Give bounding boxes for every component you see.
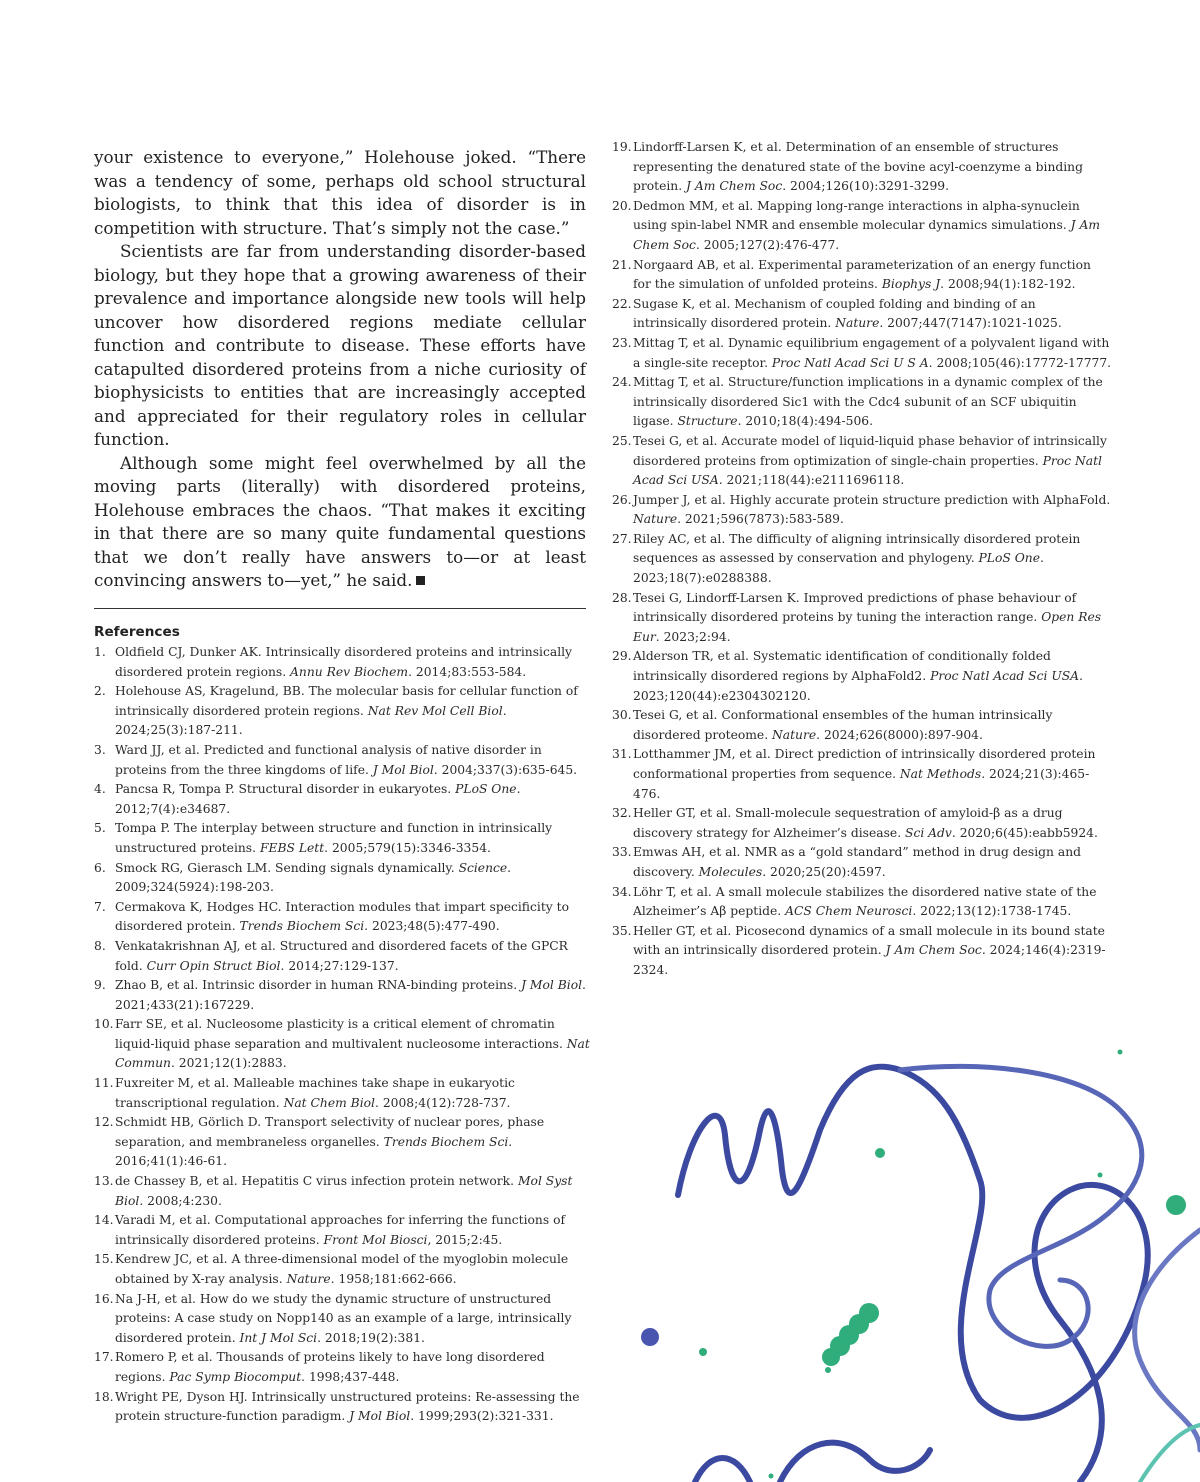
reference-journal: Trends Biochem Sci — [239, 919, 365, 934]
reference-journal: FEBS Lett — [259, 840, 325, 855]
references-list-right — [612, 138, 1112, 981]
body-paragraph-final — [94, 452, 586, 593]
reference-volume: . 2021;118(44):e2111696118. — [718, 473, 905, 488]
reference-number: 12. — [94, 1115, 114, 1130]
reference-citation: Oldfield CJ, Dunker AK. Intrinsically disordered proteins and intrinsically disordered protein regions. — [115, 645, 573, 679]
reference-volume: . 1998;437-448. — [301, 1369, 400, 1384]
reference-journal: Proc Natl Acad Sci U S A — [771, 355, 929, 370]
reference-item — [94, 1250, 592, 1289]
references-heading: References — [94, 624, 180, 640]
reference-citation: Norgaard AB, et al. Experimental parameterization of an energy function for the simulation of unfolded proteins. — [633, 257, 1091, 292]
reference-journal: Nat Commun — [115, 1036, 590, 1071]
reference-citation: Smock RG, Gierasch LM. Sending signals dynamically. — [115, 860, 459, 875]
reference-number: 33. — [612, 845, 632, 860]
reference-journal: J Am Chem Soc — [885, 943, 982, 958]
article-body — [94, 146, 586, 593]
reference-item — [612, 804, 1112, 843]
reference-item — [612, 334, 1112, 373]
reference-item — [612, 491, 1112, 530]
reference-item — [94, 780, 592, 819]
reference-item — [94, 1211, 592, 1250]
reference-volume: . 2005;579(15):3346-3354. — [324, 840, 491, 855]
reference-number: 15. — [94, 1252, 114, 1267]
reference-number: 19. — [612, 140, 632, 154]
reference-item — [612, 647, 1112, 706]
reference-journal: PLoS One — [978, 551, 1040, 566]
protein-strand-secondary — [900, 1066, 1142, 1346]
reference-citation: Lindorff-Larsen K, et al. Determination of an ensemble of structures representing the denatured state of the bovine acyl-coenzyme a binding protein. — [633, 140, 1083, 194]
reference-journal: Nature — [835, 316, 880, 331]
reference-journal: Science — [458, 860, 508, 875]
protein-strand-teal — [1140, 1425, 1200, 1482]
protein-strand-main — [678, 1067, 1148, 1482]
reference-volume: . 2008;94(1):182-192. — [940, 277, 1076, 292]
protein-strand-bottom — [695, 1443, 930, 1482]
reference-citation: Venkatakrishnan AJ, et al. Structured and disordered facets of the GPCR fold. — [115, 938, 568, 973]
reference-volume: . 2008;4:230. — [139, 1193, 222, 1208]
reference-citation: Alderson TR, et al. Systematic identification of conditionally folded intrinsically disordered regions by AlphaFold2. — [633, 649, 1051, 684]
reference-journal: Nature — [286, 1272, 331, 1286]
reference-volume: . 2009;324(5924):198-203. — [115, 860, 512, 895]
reference-journal: PLoS One — [455, 782, 517, 797]
reference-number: 3. — [94, 742, 106, 757]
reference-citation: Tesei G, et al. Conformational ensembles of the human intrinsically disordered proteome. — [633, 708, 1053, 742]
reference-item — [94, 1348, 592, 1387]
reference-citation: Holehouse AS, Kragelund, BB. The molecular basis for cellular function of intrinsically disordered protein regions. — [115, 684, 578, 718]
reference-volume: . 2024;25(3):187-211. — [115, 703, 507, 738]
reference-number: 4. — [94, 782, 106, 797]
reference-number: 16. — [94, 1291, 114, 1306]
molecule-dot — [1118, 1050, 1123, 1055]
reference-citation: Riley AC, et al. The difficulty of aligning intrinsically disordered protein sequences as assessed by conservation and phylogeny. — [633, 531, 1081, 566]
reference-journal: Proc Natl Acad Sci USA — [633, 453, 1102, 488]
reference-volume: . 1958;181:662-666. — [330, 1272, 457, 1286]
reference-journal: Nat Rev Mol Cell Biol — [367, 703, 503, 718]
reference-citation: de Chassey B, et al. Hepatitis C virus infection protein network. — [115, 1174, 518, 1189]
reference-citation: Kendrew JC, et al. A three-dimensional model of the myoglobin molecule obtained by X-ray analysis. — [115, 1252, 569, 1286]
molecule-dot — [769, 1474, 774, 1479]
reference-citation: Pancsa R, Tompa P. Structural disorder in eukaryotes. — [115, 782, 456, 797]
reference-citation: Varadi M, et al. Computational approaches for inferring the functions of intrinsically disordered proteins. — [115, 1213, 566, 1247]
reference-citation: Mittag T, et al. Dynamic equilibrium engagement of a polyvalent ligand with a single-site receptor. — [633, 335, 1110, 370]
molecule-cluster-bead — [830, 1336, 850, 1356]
reference-number: 10. — [94, 1017, 114, 1032]
reference-item — [612, 530, 1112, 589]
reference-item — [94, 898, 592, 937]
reference-item — [94, 819, 592, 858]
reference-citation: Na J-H, et al. How do we study the dynamic structure of unstructured proteins: A case study on Nopp140 as an example of a large, intrinsically disordered protein. — [115, 1291, 572, 1345]
reference-citation: Lotthammer JM, et al. Direct prediction of intrinsically disordered protein conformational properties from sequence. — [633, 747, 1096, 781]
reference-volume: . 2004;337(3):635-645. — [433, 762, 578, 777]
reference-number: 25. — [612, 433, 632, 448]
body-paragraph-text: Although some might feel overwhelmed by all the moving parts (literally) with disordered proteins, Holehouse embraces the chaos. “That makes it exciting in that there are so many quite fundamental questions that we don’t really have answers to—or at least convincing answers to—yet,” he said. — [94, 452, 586, 590]
reference-number: 22. — [612, 296, 632, 311]
molecule-dot — [875, 1148, 885, 1158]
disordered-protein-illustration — [600, 1030, 1200, 1482]
reference-journal: Structure — [677, 414, 738, 429]
reference-number: 26. — [612, 492, 632, 507]
reference-citation: Emwas AH, et al. NMR as a “gold standard” method in drug design and discovery. — [633, 845, 1081, 879]
reference-item — [612, 138, 1112, 197]
reference-number: 1. — [94, 645, 106, 659]
reference-number: 2. — [94, 684, 106, 699]
reference-item — [612, 922, 1112, 981]
reference-citation: Mittag T, et al. Structure/function implications in a dynamic complex of the intrinsically disordered Sic1 with the Cdc4 subunit of an SCF ubiquitin ligase. — [633, 375, 1103, 429]
reference-number: 24. — [612, 375, 632, 390]
reference-volume: . 2022;13(12):1738-1745. — [912, 904, 1072, 919]
reference-item — [94, 1388, 592, 1427]
body-paragraph: Scientists are far from understanding disorder-based biology, but they hope that a growing awareness of their prevalence and importance alongside new tools will help uncover how disordered regions mediate cellular function and contribute to disease. These efforts have catapulted disordered proteins from a niche curiosity of biophysicists to entities that are increasingly accepted and appreciated for their regulatory roles in cellular function. — [94, 241, 586, 449]
reference-journal: J Am Chem Soc — [633, 218, 1100, 252]
reference-journal: Pac Symp Biocomput — [169, 1369, 302, 1384]
reference-journal: Trends Biochem Sci — [383, 1134, 509, 1149]
reference-volume: . 2023;2:94. — [655, 629, 731, 644]
references-divider — [94, 608, 586, 609]
reference-citation: Zhao B, et al. Intrinsic disorder in human RNA-binding proteins. — [115, 978, 522, 993]
reference-volume: . 2012;7(4):e34687. — [115, 782, 521, 816]
reference-number: 23. — [612, 335, 632, 350]
reference-citation: Wright PE, Dyson HJ. Intrinsically unstructured proteins: Re-assessing the protein structure-function paradigm. — [115, 1389, 580, 1424]
reference-citation: Tesei G, Lindorff-Larsen K. Improved predictions of phase behaviour of intrinsically disordered proteins by tuning the interaction range. — [633, 590, 1077, 625]
reference-journal: J Mol Biol — [521, 978, 583, 993]
reference-number: 31. — [612, 747, 632, 762]
reference-item — [94, 976, 592, 1015]
reference-journal: Mol Syst Biol — [115, 1174, 573, 1208]
reference-item — [612, 256, 1112, 295]
reference-number: 13. — [94, 1174, 114, 1189]
reference-volume: . 2014;27:129-137. — [280, 958, 399, 973]
reference-volume: . 2018;19(2):381. — [317, 1330, 425, 1345]
reference-journal: Nat Chem Biol — [283, 1095, 375, 1110]
reference-journal: Biophys J — [881, 277, 941, 292]
reference-number: 29. — [612, 649, 632, 664]
reference-volume: . 2023;48(5):477-490. — [364, 919, 500, 934]
reference-journal: Curr Opin Struct Biol — [146, 958, 281, 973]
reference-item — [612, 883, 1112, 922]
reference-number: 5. — [94, 821, 106, 836]
reference-volume: . 2024;146(4):2319-2324. — [633, 943, 1106, 977]
reference-citation: Tompa P. The interplay between structure and function in intrinsically unstructured proteins. — [115, 821, 553, 855]
reference-citation: Ward JJ, et al. Predicted and functional analysis of native disorder in proteins from the three kingdoms of life. — [115, 742, 542, 777]
reference-citation: Sugase K, et al. Mechanism of coupled folding and binding of an intrinsically disordered protein. — [633, 296, 1036, 331]
reference-volume: . 2024;21(3):465-476. — [633, 767, 1090, 801]
reference-item — [612, 295, 1112, 334]
reference-number: 35. — [612, 923, 632, 938]
reference-citation: Heller GT, et al. Picosecond dynamics of a small molecule in its bound state with an intrinsically disordered protein. — [633, 923, 1105, 958]
reference-item — [612, 432, 1112, 491]
reference-item — [94, 1113, 592, 1172]
reference-number: 21. — [612, 257, 632, 272]
reference-number: 20. — [612, 198, 632, 213]
reference-volume: . 2005;127(2):476-477. — [695, 237, 840, 252]
reference-volume: . 2023;18(7):e0288388. — [633, 551, 1044, 586]
reference-item — [612, 706, 1112, 745]
molecule-dot — [699, 1348, 707, 1356]
reference-item — [612, 843, 1112, 882]
reference-number: 18. — [94, 1389, 114, 1404]
reference-volume: . 2023;120(44):e2304302120. — [633, 669, 1083, 703]
reference-citation: Dedmon MM, et al. Mapping long-range interactions in alpha-synuclein using spin-label NMR and ensemble molecular dynamics simulations. — [633, 198, 1080, 233]
molecule-cluster — [822, 1303, 879, 1366]
reference-number: 14. — [94, 1213, 114, 1228]
reference-volume: , 2015;2:45. — [427, 1232, 503, 1247]
reference-item — [612, 745, 1112, 804]
reference-number: 32. — [612, 806, 632, 821]
reference-volume: . 2024;626(8000):897-904. — [816, 727, 983, 742]
reference-journal: J Mol Biol — [372, 762, 434, 777]
reference-volume: . 2014;83:553-584. — [408, 664, 527, 679]
reference-number: 7. — [94, 899, 106, 914]
reference-volume: . 2021;433(21):167229. — [115, 978, 586, 1012]
reference-journal: J Mol Biol — [349, 1409, 411, 1424]
reference-item — [94, 859, 592, 898]
reference-journal: Nature — [633, 512, 678, 527]
reference-number: 17. — [94, 1350, 114, 1365]
reference-item — [612, 197, 1112, 256]
reference-citation: Farr SE, et al. Nucleosome plasticity is a critical element of chromatin liquid-liquid phase separation and multivalent nucleosome interactions. — [115, 1017, 567, 1051]
reference-item — [94, 937, 592, 976]
reference-item — [94, 682, 592, 741]
reference-volume: . 2020;6(45):eabb5924. — [951, 825, 1098, 840]
reference-item — [94, 643, 592, 682]
molecule-dot — [1166, 1195, 1186, 1215]
reference-citation: Tesei G, et al. Accurate model of liquid-liquid phase behavior of intrinsically disordered proteins from optimization of single-chain properties. — [633, 433, 1107, 468]
reference-item — [612, 373, 1112, 432]
reference-number: 27. — [612, 531, 632, 546]
reference-citation: Heller GT, et al. Small-molecule sequestration of amyloid-β as a drug discovery strategy for Alzheimer’s disease. — [633, 806, 1063, 840]
reference-item — [94, 1172, 592, 1211]
body-paragraph: your existence to everyone,” Holehouse joked. “There was a tendency of some, perhaps old school structural biologists, to think that this idea of disorder is in competition with structure. That’s simply not the case.” — [94, 147, 586, 238]
reference-journal: Sci Adv — [905, 825, 952, 840]
reference-citation: Fuxreiter M, et al. Malleable machines take shape in eukaryotic transcriptional regulation. — [115, 1076, 515, 1110]
reference-volume: . 2020;25(20):4597. — [762, 864, 886, 879]
reference-number: 6. — [94, 860, 106, 875]
reference-journal: Molecules — [698, 864, 763, 879]
reference-journal: J Am Chem Soc — [686, 179, 783, 194]
reference-volume: . 2010;18(4):494-506. — [737, 414, 874, 429]
molecule-dot — [825, 1367, 831, 1373]
reference-journal: ACS Chem Neurosci — [785, 904, 913, 919]
reference-journal: Front Mol Biosci — [323, 1232, 428, 1247]
reference-journal: Nat Methods — [899, 767, 982, 781]
reference-number: 34. — [612, 884, 632, 899]
reference-item — [94, 1290, 592, 1349]
reference-volume: . 2021;12(1):2883. — [170, 1056, 287, 1071]
reference-volume: . 2016;41(1):46-61. — [115, 1134, 513, 1169]
reference-citation: Schmidt HB, Görlich D. Transport selectivity of nuclear pores, phase separation, and membraneless organelles. — [115, 1115, 545, 1149]
reference-volume: . 2008;4(12):728-737. — [375, 1095, 511, 1110]
reference-citation: Löhr T, et al. A small molecule stabilizes the disordered native state of the Alzheimer’s Aβ peptide. — [633, 884, 1097, 919]
reference-volume: . 1999;293(2):321-331. — [410, 1409, 554, 1424]
reference-volume: . 2004;126(10):3291-3299. — [782, 179, 949, 194]
reference-volume: . 2021;596(7873):583-589. — [677, 512, 844, 527]
reference-volume: . 2007;447(7147):1021-1025. — [879, 316, 1062, 331]
end-of-article-mark — [416, 576, 425, 585]
reference-journal: Open Res Eur — [633, 610, 1102, 644]
reference-item — [612, 589, 1112, 648]
references-list-left — [94, 643, 592, 1427]
reference-journal: Int J Mol Sci — [239, 1330, 318, 1345]
reference-citation: Romero P, et al. Thousands of proteins likely to have long disordered regions. — [115, 1350, 545, 1384]
reference-citation: Cermakova K, Hodges HC. Interaction modules that impart specificity to disordered protein. — [115, 899, 569, 934]
reference-number: 28. — [612, 590, 632, 605]
molecule-dot — [1098, 1173, 1103, 1178]
reference-citation: Jumper J, et al. Highly accurate protein structure prediction with AlphaFold. — [633, 492, 1111, 507]
reference-journal: Nature — [772, 727, 817, 742]
reference-journal: Proc Natl Acad Sci USA — [930, 669, 1080, 684]
reference-number: 9. — [94, 978, 106, 993]
reference-number: 11. — [94, 1076, 114, 1091]
molecule-dot — [641, 1328, 659, 1346]
reference-number: 8. — [94, 938, 106, 953]
reference-item — [94, 1074, 592, 1113]
reference-item — [94, 741, 592, 780]
reference-item — [94, 1015, 592, 1074]
reference-volume: . 2008;105(46):17772-17777. — [928, 355, 1112, 370]
reference-number: 30. — [612, 708, 632, 723]
reference-journal: Annu Rev Biochem — [290, 664, 409, 679]
